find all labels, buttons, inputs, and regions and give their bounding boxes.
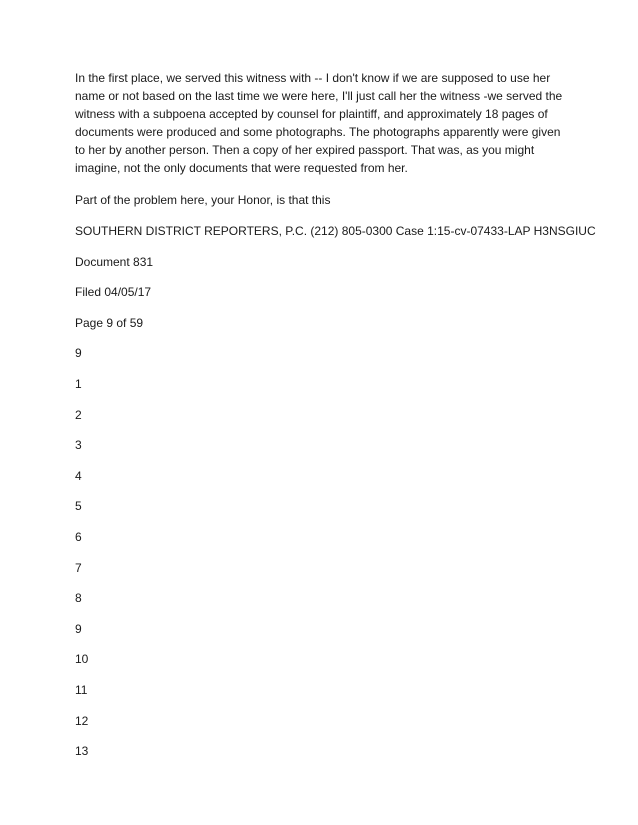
line-number: 9 [75, 621, 82, 636]
line-number: 11 [75, 682, 88, 697]
document-body [75, 69, 596, 759]
line-number: 3 [75, 438, 82, 453]
line-number: 10 [75, 652, 89, 667]
line-number: 8 [75, 591, 82, 606]
line-number: 12 [75, 713, 89, 728]
line-number: 9 [75, 346, 82, 361]
line-number: 4 [75, 468, 82, 483]
page-info: Page 9 of 59 [75, 315, 144, 330]
filed-date: Filed 04/05/17 [75, 285, 152, 300]
paragraph-1: In the first place, we served this witness with -- I don't know if we are supposed to use her name or not based on the last time we were here, I'll just call her the witness -we served the witness with a subpoena accepted by counsel for plaintiff, and approximately 18 pages of documents were produced and some photographs. The photographs apparently were given to her by another person. Then a copy of her expired passport. That was, as you might imagine, not the only documents that were requested from her. [75, 71, 563, 175]
document-number: Document 831 [75, 254, 154, 269]
line-number: 2 [75, 407, 82, 422]
line-number: 13 [75, 744, 89, 759]
line-number: 7 [75, 560, 82, 575]
reporter-header-line: SOUTHERN DISTRICT REPORTERS, P.C. (212) 805-0300 Case 1:15-cv-07433-LAP H3NSGIUC [75, 224, 596, 238]
line-number: 6 [75, 529, 82, 544]
paragraph-2: Part of the problem here, your Honor, is that this [75, 193, 331, 207]
line-number: 1 [75, 376, 82, 391]
line-number: 5 [75, 499, 82, 514]
line-number-list [75, 345, 565, 759]
